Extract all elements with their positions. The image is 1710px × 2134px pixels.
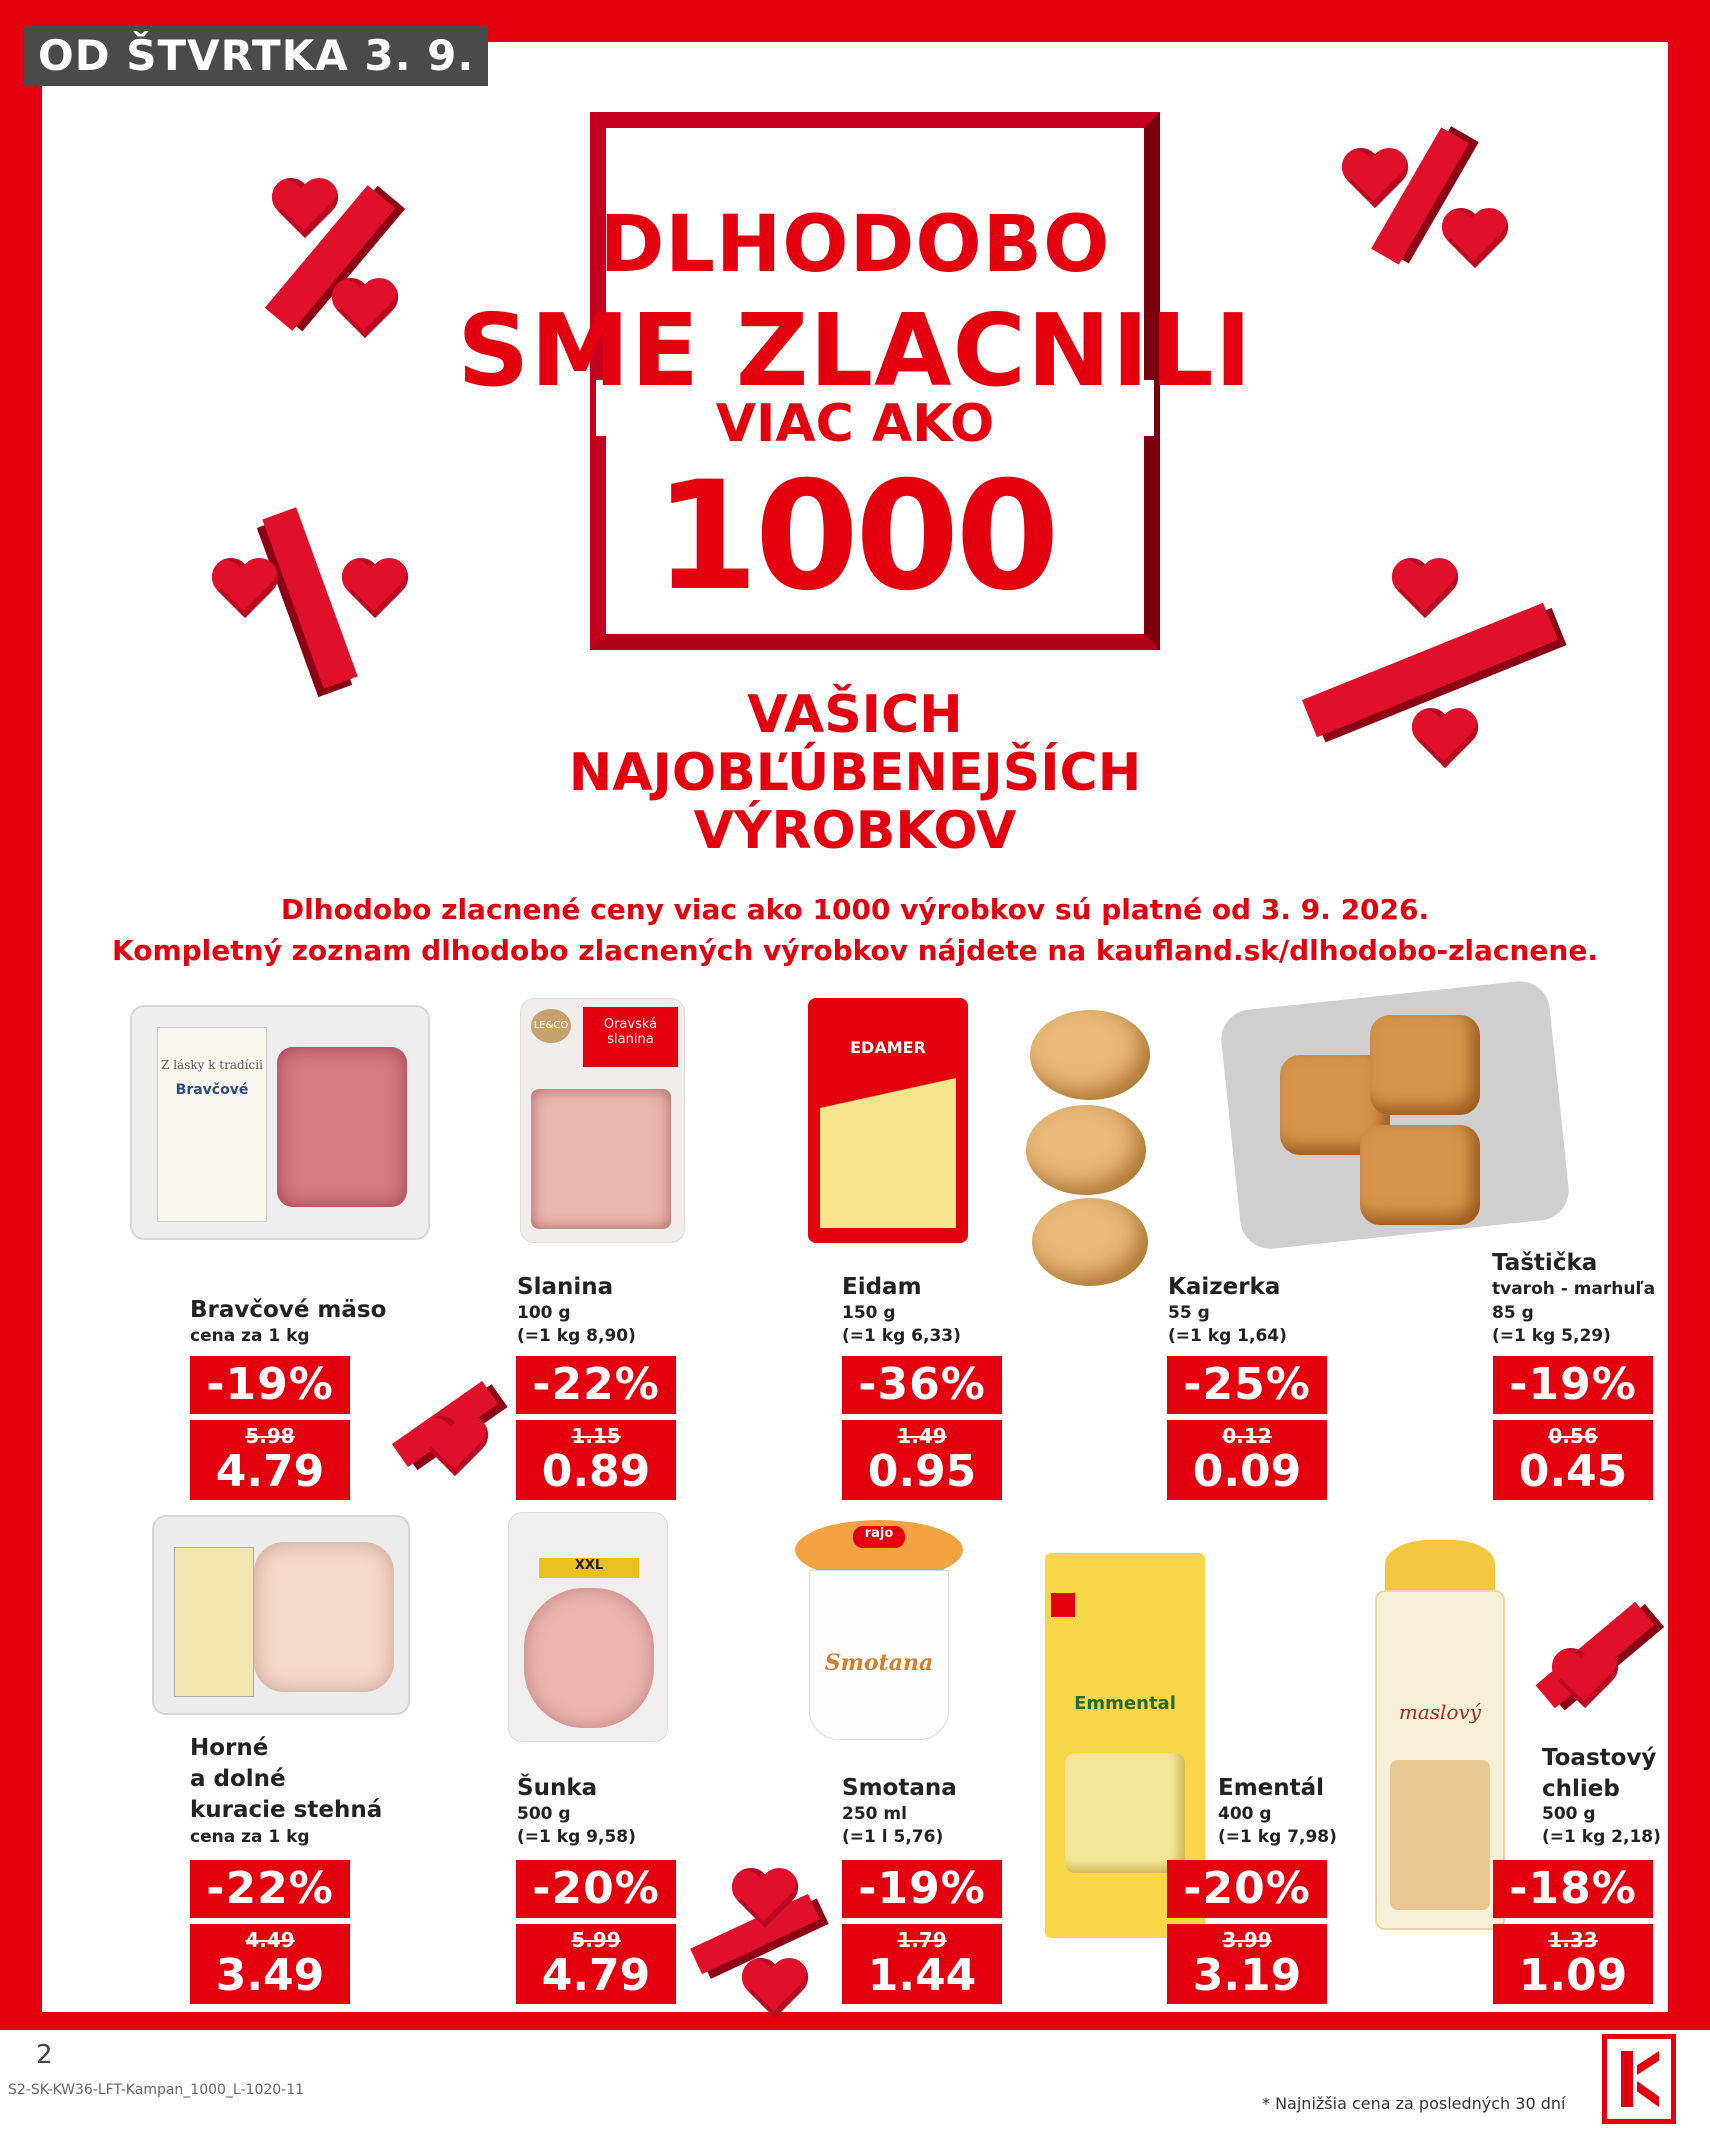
price-box [1167,1924,1327,2004]
subtitle-line-1: Dlhodobo zlacnené ceny viac ako 1000 výrobkov sú platné od 3. 9. 2026. [280,893,1430,926]
price-box [1493,1420,1653,1500]
discount-badge: -19% [190,1356,350,1414]
old-price: 5.99 [571,1928,621,1952]
product-name: Smotana [842,1775,957,1801]
price-box [842,1924,1002,2004]
cream-brand-label: rajo [853,1526,905,1548]
price-box [842,1420,1002,1500]
discount-badge: -22% [190,1860,350,1918]
percent-decoration-icon [1530,1590,1660,1720]
bacon-pack-label: Oravská slanina [583,1007,678,1067]
price-box [1167,1420,1327,1500]
bacon-image [520,998,685,1243]
discount-badge: -18% [1493,1860,1653,1918]
discount-badge: -22% [516,1356,676,1414]
percent-decoration-icon [240,170,400,340]
product-name: Bravčové mäso [190,1297,387,1323]
price-block [842,1356,1002,1500]
product-detail: 85 g [1492,1303,1534,1323]
new-price: 0.95 [867,1446,977,1497]
chicken-thighs-image [152,1515,410,1715]
product-name-line-2: a dolné [190,1766,286,1792]
old-price: 1.79 [897,1928,947,1952]
edam-cheese-image [808,998,968,1243]
new-price: 3.19 [1192,1950,1302,2001]
hero-line-5: VAŠICH [747,685,963,745]
product-detail: 400 g [1218,1804,1272,1824]
pork-pack-label: Bravčové [175,1082,249,1098]
pork-meat-image [130,1005,430,1240]
price-box [190,1924,350,2004]
price-box [1493,1924,1653,2004]
product-name-line-3: kuracie stehná [190,1797,383,1823]
discount-badge: -19% [1493,1356,1653,1414]
discount-badge: -19% [842,1860,1002,1918]
price-block [1493,1860,1653,2004]
hero-line-7: VÝROBKOV [693,801,1017,861]
product-detail: cena za 1 kg [190,1827,310,1847]
subtitle-line-2: Kompletný zoznam dlhodobo zlacnených výrobkov nájdete na kaufland.sk/dlhodobo-zlacnene. [112,934,1598,967]
price-block [1493,1356,1653,1500]
old-price: 4.49 [245,1928,295,1952]
product-detail: 250 ml [842,1804,907,1824]
pastry-image [1230,985,1560,1250]
ham-pack-label: XXL [539,1558,639,1578]
cream-cup-image [795,1520,963,1750]
product-unit-price: (=1 kg 9,58) [517,1827,636,1847]
product-unit-price: (=1 kg 8,90) [517,1326,636,1346]
product-unit-price: (=1 kg 5,29) [1492,1326,1611,1346]
cream-pack-label: Smotana [824,1650,934,1676]
hero-line-2: SME ZLACNILI [457,292,1253,409]
old-price: 5.98 [245,1424,295,1448]
product-name: Taštička [1492,1250,1598,1276]
product-name: Šunka [517,1775,598,1801]
price-box [190,1420,350,1500]
old-price: 1.49 [897,1424,947,1448]
price-block [516,1860,676,2004]
product-detail: 100 g [517,1303,571,1323]
percent-decoration-icon [1320,120,1520,290]
percent-decoration-icon [690,1860,820,2010]
hero-line-1: DLHODOBO [599,200,1111,290]
footnote: * Najnižšia cena za posledných 30 dní [1262,2094,1566,2113]
old-price: 1.15 [571,1424,621,1448]
kaufland-logo-icon [1602,2034,1676,2124]
percent-decoration-icon [1300,540,1580,810]
price-block [190,1860,350,2004]
new-price: 4.79 [541,1950,651,2001]
old-price: 1.33 [1548,1928,1598,1952]
product-detail: 500 g [517,1804,571,1824]
price-block [842,1860,1002,2004]
page-number: 2 [36,2040,53,2070]
hero-number: 1000 [654,450,1056,624]
kaiser-roll-image [1020,1010,1160,1290]
product-name: Eidam [842,1274,922,1300]
new-price: 1.09 [1518,1950,1628,2001]
product-name: Kaizerka [1168,1274,1281,1300]
new-price: 0.45 [1518,1446,1628,1497]
new-price: 1.44 [867,1950,977,2001]
date-badge: OD ŠTVRTKA 3. 9. [24,26,488,86]
bacon-brand-label: LE&CO [531,1009,571,1043]
discount-badge: -20% [1167,1860,1327,1918]
price-block [516,1356,676,1500]
price-block [1167,1860,1327,2004]
discount-badge: -25% [1167,1356,1327,1414]
product-name: Slanina [517,1274,614,1300]
document-code: S2-SK-KW36-LFT-Kampan_1000_L-1020-11 [8,2082,305,2098]
toast-bread-image [1375,1540,1505,1940]
product-unit-price: (=1 kg 6,33) [842,1326,961,1346]
toast-pack-label: maslový [1398,1700,1482,1724]
product-detail: cena za 1 kg [190,1326,310,1346]
hero-line-3: VIAC AKO [715,394,995,454]
edam-pack-label: EDAMER [850,1038,926,1057]
product-detail: 500 g [1542,1804,1596,1824]
product-detail: 55 g [1168,1303,1210,1323]
discount-badge: -20% [516,1860,676,1918]
product-name-line-1: Horné [190,1735,269,1761]
percent-decoration-icon [390,1370,500,1480]
old-price: 0.12 [1222,1424,1272,1448]
price-box [516,1924,676,2004]
old-price: 0.56 [1548,1424,1598,1448]
emmental-pack-label: Emmental [1074,1693,1176,1714]
product-variant: tvaroh - marhuľa [1492,1279,1656,1299]
new-price: 4.79 [215,1446,325,1497]
discount-badge: -36% [842,1356,1002,1414]
new-price: 0.09 [1192,1446,1302,1497]
product-unit-price: (=1 l 5,76) [842,1827,944,1847]
percent-decoration-icon [200,500,430,700]
product-detail: 150 g [842,1303,896,1323]
pork-brand-label: Z lásky k tradícii [161,1058,263,1072]
product-unit-price: (=1 kg 1,64) [1168,1326,1287,1346]
product-name-line-2: chlieb [1542,1776,1620,1802]
product-unit-price: (=1 kg 7,98) [1218,1827,1337,1847]
product-name: Ementál [1218,1775,1325,1801]
product-unit-price: (=1 kg 2,18) [1542,1827,1661,1847]
product-name-line-1: Toastový [1542,1745,1657,1771]
hero-line-6: NAJOBĽÚBENEJŠÍCH [568,743,1142,803]
price-block [190,1356,350,1500]
price-block [1167,1356,1327,1500]
ham-image [508,1512,668,1742]
old-price: 3.99 [1222,1928,1272,1952]
new-price: 0.89 [541,1446,651,1497]
price-box [516,1420,676,1500]
frame-bottom [0,2012,1710,2030]
new-price: 3.49 [215,1950,325,2001]
